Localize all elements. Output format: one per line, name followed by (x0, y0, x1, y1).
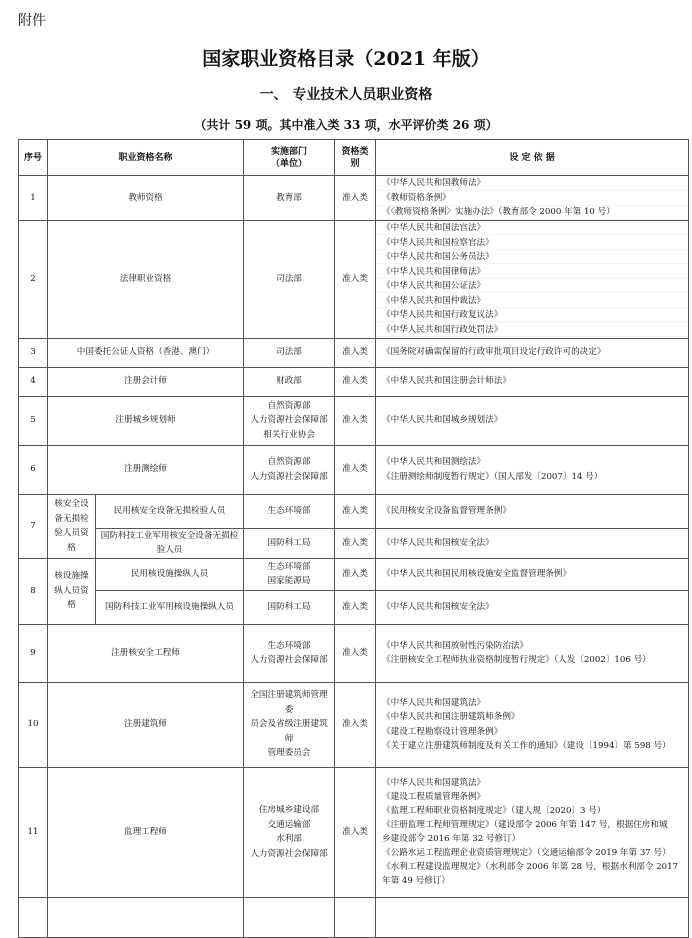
basis-line: 《中华人民共和国注册会计师法》 (382, 376, 511, 387)
col-header-dept-line: 实施部门 (271, 146, 308, 157)
row-category: 准入类 (335, 558, 376, 590)
row-category: 准入类 (335, 528, 376, 558)
row-no: 5 (19, 396, 48, 445)
table-header-row (19, 140, 689, 176)
row-basis (376, 176, 689, 221)
basis-line: 《中华人民共和国城乡规划法》 (382, 415, 503, 426)
basis-line: 《关于建立注册建筑师制度及有关工作的通知》（建设〔1994〕第 598 号） (382, 741, 671, 751)
row-name: 注册会计师 (48, 367, 244, 396)
row-dept (244, 176, 335, 221)
basis-line: 《监理工程师职业资格制度规定》（建人规〔2020〕3 号） (382, 806, 606, 816)
table-row (19, 396, 689, 445)
row-category: 准入类 (335, 367, 376, 396)
basis-line: 年第 49 号修订） (382, 876, 450, 886)
row-category: 准入类 (335, 338, 376, 367)
dept-line: 生态环境部 (267, 505, 311, 516)
basis-line: 《中华人民共和国公证法》 (382, 281, 486, 291)
dept-line: 住房城乡建设部 (258, 805, 320, 815)
row-name: 注册建筑师 (48, 682, 244, 767)
row-basis (376, 338, 689, 367)
row-category: 准入类 (335, 682, 376, 767)
row-name-empty (48, 897, 244, 937)
basis-line: 《中华人民共和国测绘法》 (382, 457, 486, 467)
section-subtitle: 一、 专业技术人员职业资格 (259, 87, 433, 103)
table-row (19, 558, 689, 590)
basis-line: 《中华人民共和国行政处罚法》 (382, 324, 503, 335)
row-basis (376, 396, 689, 445)
row-basis (376, 767, 689, 897)
row-no: 3 (19, 338, 48, 367)
dept-line: 人力资源社会保障部 (250, 471, 328, 482)
col-header-basis: 设 定 依 据 (376, 140, 689, 176)
row-category: 准入类 (335, 624, 376, 682)
dept-line: 人力资源社会保障部 (250, 848, 328, 859)
basis-line: 《中华人民共和国建筑法》 (382, 697, 486, 708)
col-header-dept-unit: （单位） (271, 158, 308, 169)
dept-line: 国防科工局 (267, 601, 311, 612)
basis-line: 《中华人民共和国教师法》 (382, 178, 486, 188)
row-category: 准入类 (335, 396, 376, 445)
row-basis (376, 528, 689, 558)
table-row (19, 528, 689, 558)
row-dept (244, 396, 335, 445)
table-row (19, 176, 689, 221)
row-dept (244, 338, 335, 367)
dept-line: 自然资源部 (267, 457, 311, 467)
row-name: 法律职业资格 (48, 220, 244, 338)
row-dept-empty (244, 897, 335, 937)
row-name: 教师资格 (48, 176, 244, 221)
dept-line: 自然资源部 (267, 400, 311, 411)
row-category: 准入类 (335, 590, 376, 624)
dept-line: 管理委员会 (267, 748, 311, 759)
basis-line: 《中华人民共和国行政复议法》 (382, 310, 503, 320)
row-basis (376, 494, 689, 528)
row-dept (244, 528, 335, 558)
row-no-empty (19, 897, 48, 937)
dept-line: 司法部 (276, 347, 302, 358)
basis-line: 《公路水运工程监理企业资质管理规定》（交通运输部令 2019 年第 37 号） (382, 848, 671, 858)
row-basis (376, 558, 689, 590)
basis-line: 《注册监理工程师管理规定》（建设部令 2006 年第 147 号，根据住房和城 (382, 820, 668, 830)
row-category-empty (335, 897, 376, 937)
table-row (19, 367, 689, 396)
row-basis (376, 590, 689, 624)
row-name: 注册城乡规划师 (48, 396, 244, 445)
table-row (19, 445, 689, 494)
basis-line: 《中华人民共和国核安全法》 (382, 537, 494, 548)
row-basis-empty (376, 897, 689, 937)
dept-line: 交通运输部 (267, 819, 311, 830)
row-dept (244, 367, 335, 396)
dept-line: 员会及省级注册建筑师 (250, 719, 328, 744)
basis-line: 《教师资格条例》 (382, 192, 451, 203)
dept-line: 国防科工局 (267, 537, 311, 548)
row-dept (244, 767, 335, 897)
col-header-category: 资格类别 (335, 140, 376, 176)
row-dept (244, 682, 335, 767)
row-sub-name: 民用核设施操纵人员 (96, 558, 244, 590)
table-row (19, 338, 689, 367)
dept-line: 全国注册建筑师管理委 (250, 690, 328, 715)
row-dept (244, 220, 335, 338)
table-row (19, 494, 689, 528)
dept-line: 人力资源社会保障部 (250, 655, 328, 665)
row-no: 10 (19, 682, 48, 767)
row-basis (376, 220, 689, 338)
dept-line: 生态环境部 (267, 561, 311, 572)
row-no: 4 (19, 367, 48, 396)
basis-line: 《中华人民共和国注册建筑师条例》 (382, 712, 520, 722)
basis-line: 《中华人民共和国放射性污染防治法》 (382, 640, 529, 651)
row-category: 准入类 (335, 220, 376, 338)
basis-line: 《中华人民共和国建筑法》 (382, 778, 486, 788)
row-sub-name: 民用核安全设备无损检验人员 (96, 494, 244, 528)
dept-line: 司法部 (276, 273, 302, 284)
row-category: 准入类 (335, 767, 376, 897)
row-sub-name: 国防科技工业军用核安全设备无损检验人员 (96, 528, 244, 558)
row-group-name: 核设施操纵人员资格 (48, 558, 96, 624)
dept-line: 教育部 (276, 192, 302, 203)
basis-line: 《〈教师资格条例〉实施办法》（教育部令 2000 年第 10 号） (382, 207, 615, 217)
row-no: 9 (19, 624, 48, 682)
basis-line: 《建设工程勘察设计管理条例》 (382, 726, 503, 737)
row-no: 7 (19, 494, 48, 558)
basis-line: 《中华人民共和国核安全法》 (382, 601, 494, 612)
row-no: 6 (19, 445, 48, 494)
row-dept (244, 624, 335, 682)
row-no: 1 (19, 176, 48, 221)
row-sub-name: 国防科技工业军用核设施操纵人员 (96, 590, 244, 624)
table-row (19, 624, 689, 682)
row-name: 注册测绘师 (48, 445, 244, 494)
basis-line: 《水利工程建设监理规定》（水利部令 2006 年第 28 号，根据水利部令 2017 (382, 862, 679, 872)
row-basis (376, 367, 689, 396)
item-count-note: （共计 59 项。其中准入类 33 项，水平评价类 26 项） (194, 118, 498, 132)
row-dept (244, 445, 335, 494)
dept-line: 财政部 (276, 376, 302, 387)
row-dept (244, 494, 335, 528)
basis-line: 《中华人民共和国民用核设施安全监督管理条例》 (382, 568, 572, 579)
basis-line: 《中华人民共和国律师法》 (382, 266, 486, 277)
row-basis (376, 682, 689, 767)
basis-line: 《建设工程质量管理条例》 (382, 792, 486, 802)
row-no: 8 (19, 558, 48, 624)
dept-line: 相关行业协会 (263, 429, 315, 440)
dept-line: 国家能源局 (267, 576, 311, 586)
table-row (19, 767, 689, 897)
dept-line: 人力资源社会保障部 (250, 415, 328, 426)
basis-line: 《中华人民共和国公务员法》 (382, 252, 494, 262)
basis-line: 《注册测绘师制度暂行规定》（国人部发〔2007〕14 号） (382, 471, 603, 482)
row-category: 准入类 (335, 445, 376, 494)
row-category: 准入类 (335, 176, 376, 221)
table-row-continued (19, 897, 689, 937)
row-no: 11 (19, 767, 48, 897)
attachment-label: 附件 (18, 13, 46, 29)
dept-line: 生态环境部 (267, 640, 311, 651)
row-dept (244, 558, 335, 590)
basis-line: 《中华人民共和国仲裁法》 (382, 295, 486, 306)
basis-line: 乡建设部令 2016 年第 32 号修订） (382, 834, 521, 844)
basis-line: 《注册核安全工程师执业资格制度暂行规定》（人发〔2002〕106 号） (382, 655, 651, 665)
table-row (19, 590, 689, 624)
basis-line: 《中华人民共和国法官法》 (382, 223, 486, 233)
row-name: 注册核安全工程师 (48, 624, 244, 682)
basis-line: 《国务院对确需保留的行政审批项目设定行政许可的决定》 (382, 347, 606, 358)
qualification-table (18, 139, 689, 938)
row-group-name: 核安全设备无损检验人员资格 (48, 494, 96, 558)
col-header-name: 职业资格名称 (48, 140, 244, 176)
basis-line: 《中华人民共和国检察官法》 (382, 237, 494, 248)
basis-line: 《民用核安全设备监督管理条例》 (382, 505, 511, 516)
document-title: 国家职业资格目录（2021 年版） (202, 48, 490, 70)
row-no: 2 (19, 220, 48, 338)
row-category: 准入类 (335, 494, 376, 528)
col-header-dept (244, 140, 335, 176)
table-row (19, 682, 689, 767)
row-basis (376, 624, 689, 682)
row-name: 监理工程师 (48, 767, 244, 897)
row-dept (244, 590, 335, 624)
table-row (19, 220, 689, 338)
row-name: 中国委托公证人资格（香港、澳门） (48, 338, 244, 367)
col-header-no: 序号 (19, 140, 48, 176)
dept-line: 水利部 (276, 834, 302, 844)
row-basis (376, 445, 689, 494)
